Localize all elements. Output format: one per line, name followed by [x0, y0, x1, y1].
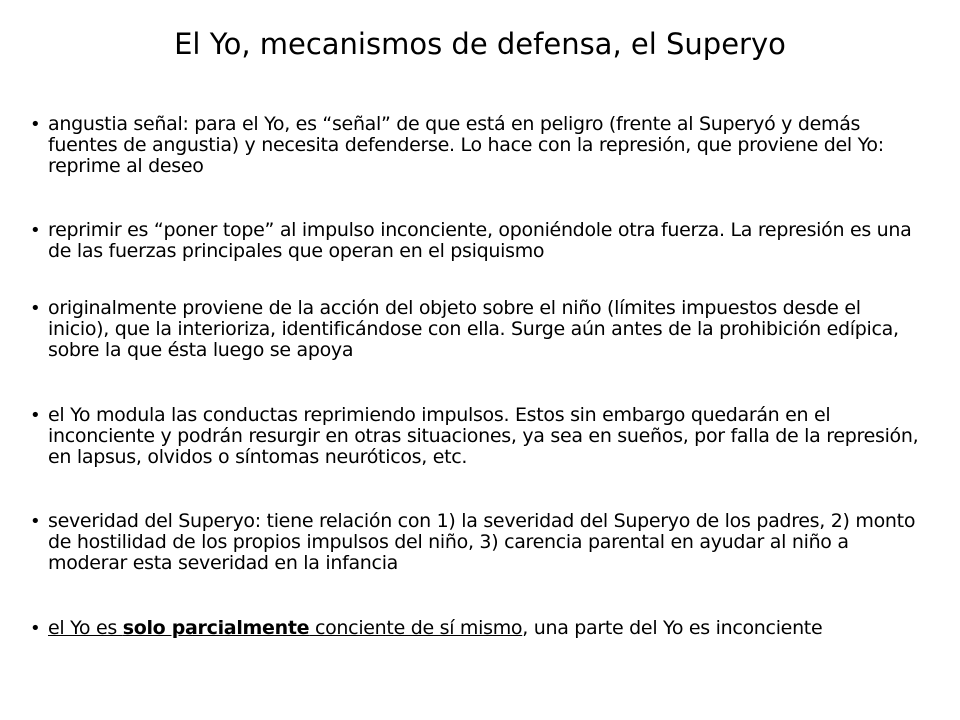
bullet-text: el Yo modula las conductas reprimiendo impulsos. Estos sin embargo quedarán en el inconciente y podrán resurgir en otras situaciones, ya sea en sueños, por falla de la represión, en lapsus, olvidos o síntomas neuróticos, etc. [48, 404, 919, 468]
bullet-item [30, 618, 822, 639]
bullet-item [30, 220, 920, 262]
bullet-dot: • [30, 220, 41, 241]
underlined-text: el Yo es [48, 617, 123, 639]
bullet-text: reprimir es “poner tope” al impulso inconciente, oponiéndole otra fuerza. La represión es una de las fuerzas principales que operan en el psiquismo [48, 219, 912, 262]
bullet-item [30, 511, 920, 574]
bullet-dot: • [30, 511, 41, 532]
bullet-item [30, 298, 920, 361]
bullet-item [30, 405, 920, 468]
bullet-item [30, 114, 920, 177]
emphasis-text: solo parcialmente [122, 617, 310, 639]
bullet-dot: • [30, 405, 41, 426]
bullet-dot: • [30, 114, 41, 135]
bullet-dot: • [30, 618, 41, 639]
bullet-dot: • [30, 298, 41, 319]
bullet-text: angustia señal: para el Yo, es “señal” de que está en peligro (frente al Superyó y demás fuentes de angustia) y necesita defenderse. Lo hace con la represión, que proviene del Yo: reprime al deseo [48, 113, 884, 177]
bullet-text: originalmente proviene de la acción del objeto sobre el niño (límites impuestos desde el inicio), que la interioriza, identificándose con ella. Surge aún antes de la prohibición edípica, sobre la que ésta luego se apoya [48, 297, 899, 361]
bullet-text [48, 617, 822, 639]
underlined-text: conciente de sí mismo [309, 617, 523, 639]
bullet-text: severidad del Superyo: tiene relación con 1) la severidad del Superyo de los padres, 2) monto de hostilidad de los propios impulsos del niño, 3) carencia parental en ayudar al niño a moderar esta severidad en la infancia [48, 510, 916, 574]
slide-title: El Yo, mecanismos de defensa, el Superyo [174, 27, 786, 61]
plain-text: , una parte del Yo es inconciente [522, 617, 823, 639]
